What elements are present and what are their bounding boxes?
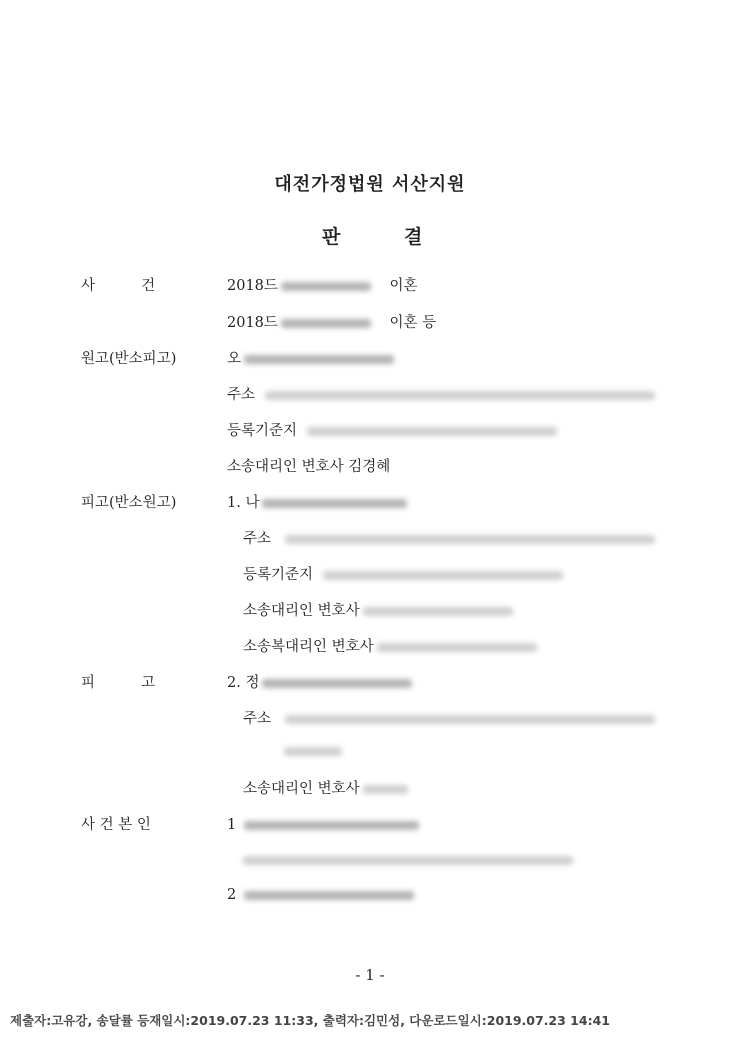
defendant2-address-cont — [284, 741, 342, 761]
defendant1-counsel: 소송대리인 변호사 — [243, 601, 513, 621]
redacted-registry — [243, 856, 573, 865]
plaintiff-address: 주소 — [227, 385, 655, 405]
court-name: 대전가정법원 서산지원 — [274, 174, 466, 195]
principal-2: 2 — [227, 885, 414, 905]
redacted-registry — [307, 427, 557, 436]
page-number: - 1 - — [355, 966, 385, 984]
submission-footer: 제출자:고유강, 송달률 등재일시:2019.07.23 11:33, 출력자:김민성, 다운로드일시:2019.07.23 14:41 — [10, 1013, 610, 1028]
case-number-prefix: 2018드 — [227, 315, 278, 331]
redacted-name — [244, 821, 419, 830]
redacted-case-number — [281, 282, 371, 291]
plaintiff-registry: 등록기준지 — [227, 421, 557, 441]
label-plaintiff: 원고(반소피고) — [81, 351, 177, 367]
case-type: 이혼 등 — [389, 315, 437, 331]
case-line-1 — [227, 276, 418, 296]
defendant1-registry: 등록기준지 — [243, 565, 563, 585]
redacted-address — [285, 535, 655, 544]
label-defendant: 피고(반소원고) — [81, 495, 177, 511]
case-number-prefix: 2018드 — [227, 278, 278, 294]
redacted-name — [244, 891, 414, 900]
defendant1-address: 주소 — [243, 529, 655, 549]
redacted-registry — [323, 571, 563, 580]
redacted-name — [262, 679, 412, 688]
defendant2-name: 2. 정 — [227, 673, 412, 693]
defendant1-name: 1. 나 — [227, 493, 407, 513]
defendant2-counsel: 소송대리인 변호사 — [243, 779, 408, 799]
redacted-name — [262, 499, 407, 508]
plaintiff-counsel: 소송대리인 변호사 김경혜 — [227, 459, 391, 475]
label-case: 사 건 — [81, 278, 156, 294]
document-title-right: 결 — [404, 226, 423, 248]
label-defendant2: 피 고 — [81, 675, 156, 691]
redacted-address — [265, 391, 655, 400]
label-principal: 사 건 본 인 — [81, 817, 151, 833]
redacted-names — [377, 643, 537, 652]
principal-1-registry — [243, 850, 573, 870]
redacted-address — [285, 715, 655, 724]
case-type: 이혼 — [389, 278, 418, 294]
redacted-names — [363, 785, 408, 794]
defendant1-sub-counsel: 소송복대리인 변호사 — [243, 637, 537, 657]
case-line-2 — [227, 313, 436, 333]
redacted-case-number — [281, 319, 371, 328]
plaintiff-name: 오 — [227, 349, 394, 369]
defendant2-address: 주소 — [243, 709, 655, 729]
document-title-left: 판 — [322, 226, 341, 248]
principal-1: 1 — [227, 815, 419, 835]
redacted-name — [244, 355, 394, 364]
redacted-names — [363, 607, 513, 616]
redacted-address — [284, 747, 342, 756]
